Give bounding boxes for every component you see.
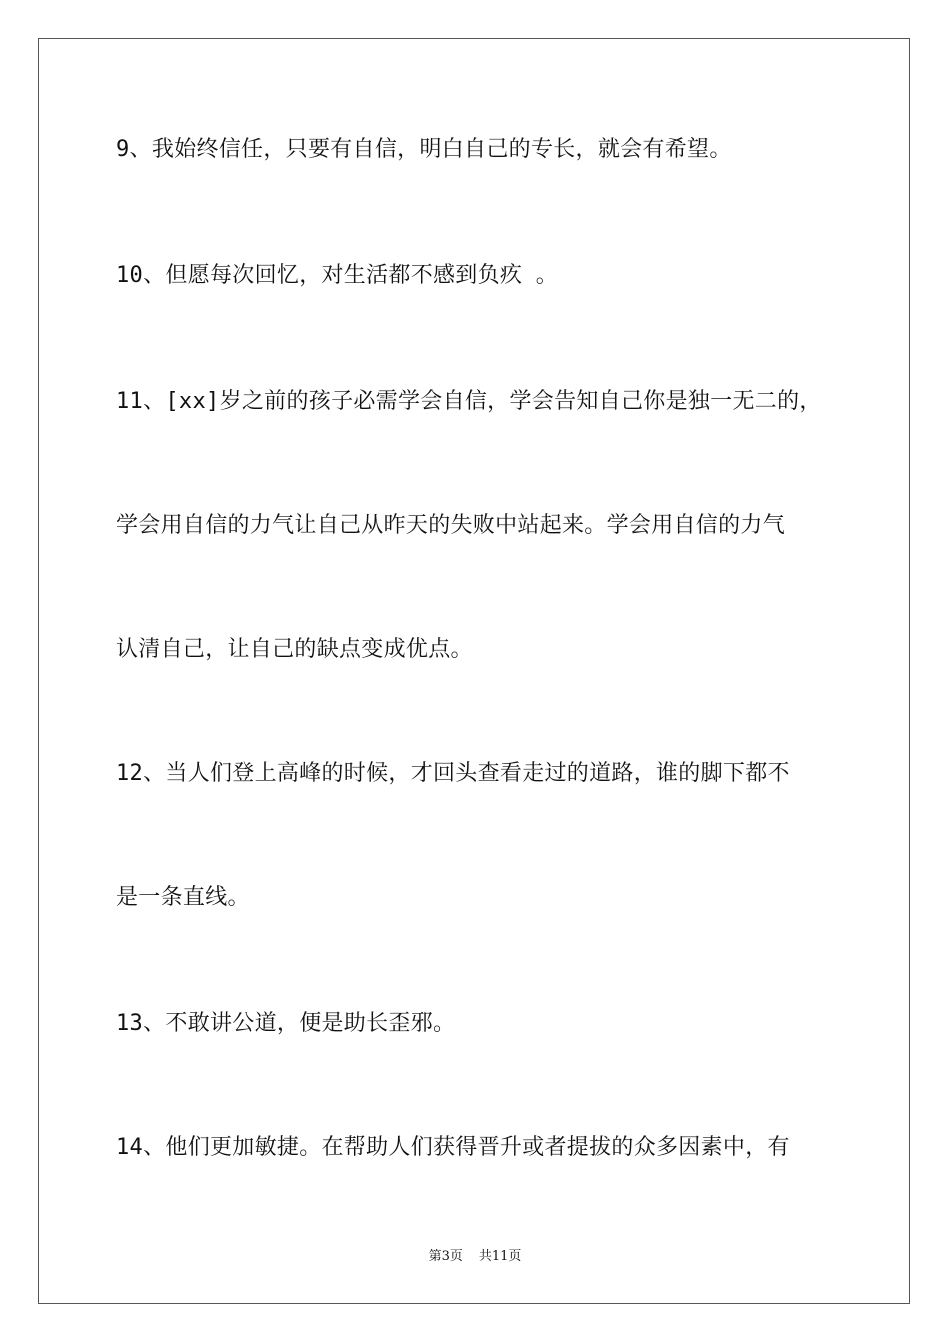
text-line: 是一条直线。 <box>116 885 250 910</box>
text-line: 11、[xx]岁之前的孩子必需学会自信，学会告知自己你是独一无二的， <box>116 389 822 414</box>
page-total: 共11页 <box>478 1249 522 1264</box>
page-frame <box>38 38 910 1304</box>
text-line: 14、他们更加敏捷。在帮助人们获得晋升或者提拔的众多因素中，有 <box>116 1135 790 1160</box>
text-line: 10、但愿每次回忆，对生活都不感到负疚 。 <box>116 263 559 288</box>
text-line: 9、我始终信任，只要有自信，明白自己的专长，就会有希望。 <box>116 137 732 162</box>
page-footer <box>0 1248 950 1266</box>
text-line: 13、不敢讲公道，便是助长歪邪。 <box>116 1011 456 1036</box>
text-line: 12、当人们登上高峰的时候，才回头查看走过的道路，谁的脚下都不 <box>116 761 790 786</box>
text-line: 学会用自信的力气让自己从昨天的失败中站起来。学会用自信的力气 <box>116 513 786 538</box>
page-number: 第3页 <box>428 1249 463 1264</box>
text-line: 认清自己，让自己的缺点变成优点。 <box>116 637 473 662</box>
